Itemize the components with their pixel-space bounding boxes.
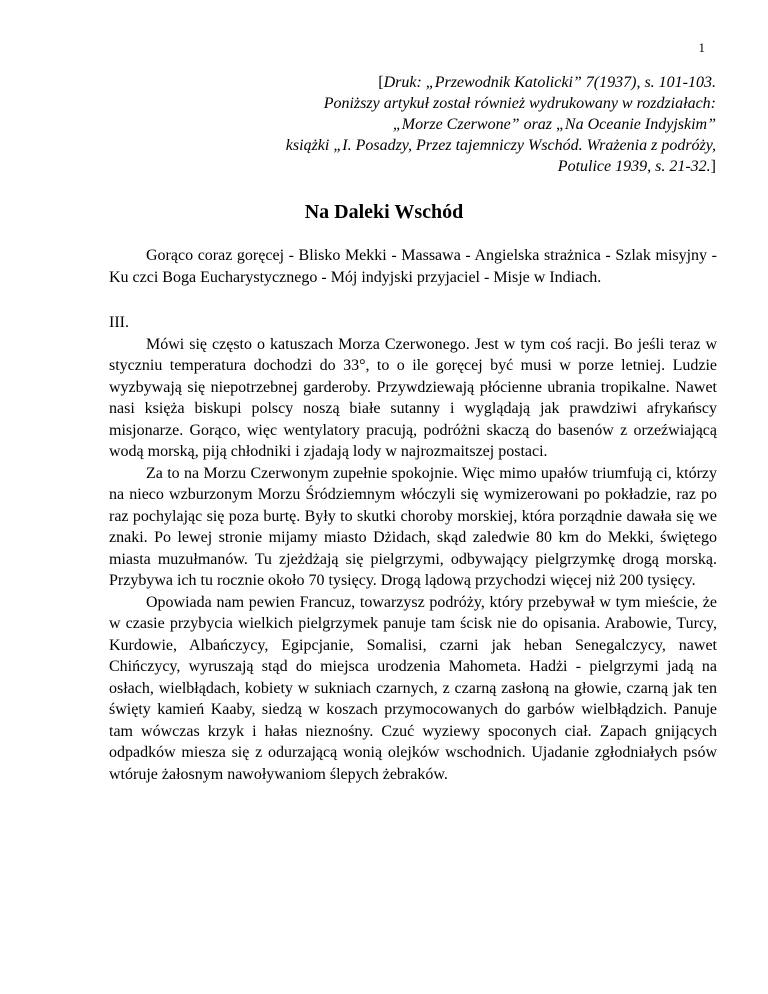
bracket-close: ] <box>710 158 716 175</box>
section-number: III. <box>109 314 129 331</box>
bracket-open: [ <box>378 74 384 91</box>
paragraph: Opowiada nam pewien Francuz, towarzysz podróży, który przebywał w tym mieście, że w czasie przybycia wielkich pielgrzymek panuje tam ścisk nie do opisania. Arabowie, Turcy, Kurdowie, Albańczycy, Egipcjanie, Somalisi, czarni jak heban Senegalczycy, nawet Chińczycy, wyruszają stąd do miejsca urodzenia Mahometa. Hadżi - pielgrzymi jadą na osłach, wielbłądach, kobiety w sukniach czarnych, z czarną zasłoną na głowie, czarną jak ten święty kamień Kaaby, siedzą w koszach przymocowanych do garbów wielbłądzich. Panuje tam wówczas krzyk i hałas nieznośny. Czuć wyziewy spoconych ciał. Zapach gnijących odpadków miesza się z odurzającą wonią olejków wschodnich. Ujadanie zgłodniałych psów wtóruje żałosnym nawoływaniom ślepych żebraków. <box>109 593 717 783</box>
source-note <box>286 72 716 177</box>
source-line-5: Potulice 1939, s. 21-32.] <box>557 158 716 175</box>
paragraph: Za to na Morzu Czerwonym zupełnie spokojnie. Więc mimo upałów triumfują ci, którzy na nieco wzburzonym Morzu Śródziemnym włóczyli się wymizerowani po pokładzie, raz po raz pochylając się poza burtę. Były to skutki choroby morskiej, która porządnie dawała się we znaki. Po lewej stronie mijamy miasto Dżidach, skąd zaledwie 80 km do Mekki, świętego miasta muzułmanów. Tu zjeżdżają się pielgrzymi, odbywający pielgrzymkę drogą morską. Przybywa ich tu rocznie około 70 tysięcy. Drogą lądową przychodzi więcej niż 200 tysięcy. <box>109 464 717 589</box>
chapter-summary <box>109 245 717 288</box>
page-number: 1 <box>698 40 705 55</box>
paragraph: Mówi się często o katuszach Morza Czerwonego. Jest w tym coś racji. Bo jeśli teraz w styczniu temperatura dochodzi do 33°, to o ile goręcej być musi w porze letniej. Ludzie wyzbywają się niepotrzebnej garderoby. Przywdziewają płócienne ubrania tropikalne. Nawet nasi księża biskupi polscy noszą białe sutanny i wyglądają jak prawdziwi afrykańscy misjonarze. Gorąco, więc wentylatory pracują, podróżni skaczą do basenów z orzeźwiającą wodą morską, piją chłodniki i zjadają lody w najrozmaitszej postaci. <box>109 335 717 460</box>
source-line-1: [Druk: „Przewodnik Katolicki” 7(1937), s. 101-103. <box>378 74 716 91</box>
source-line-3: „Morze Czerwone” oraz „Na Oceanie Indyjskim” <box>392 116 716 133</box>
summary-text: Gorąco coraz goręcej - Blisko Mekki - Massawa - Angielska strażnica - Szlak misyjny - Ku czci Boga Eucharystycznego - Mój indyjski przyjaciel - Misje w Indiach. <box>109 247 717 286</box>
article-body <box>109 312 717 785</box>
source-line-4: książki „I. Posadzy, Przez tajemniczy Wschód. Wrażenia z podróży, <box>285 137 716 154</box>
page-title: Na Daleki Wschód <box>304 201 464 223</box>
source-line-2: Poniższy artykuł został również wydrukowany w rozdziałach: <box>323 95 716 112</box>
